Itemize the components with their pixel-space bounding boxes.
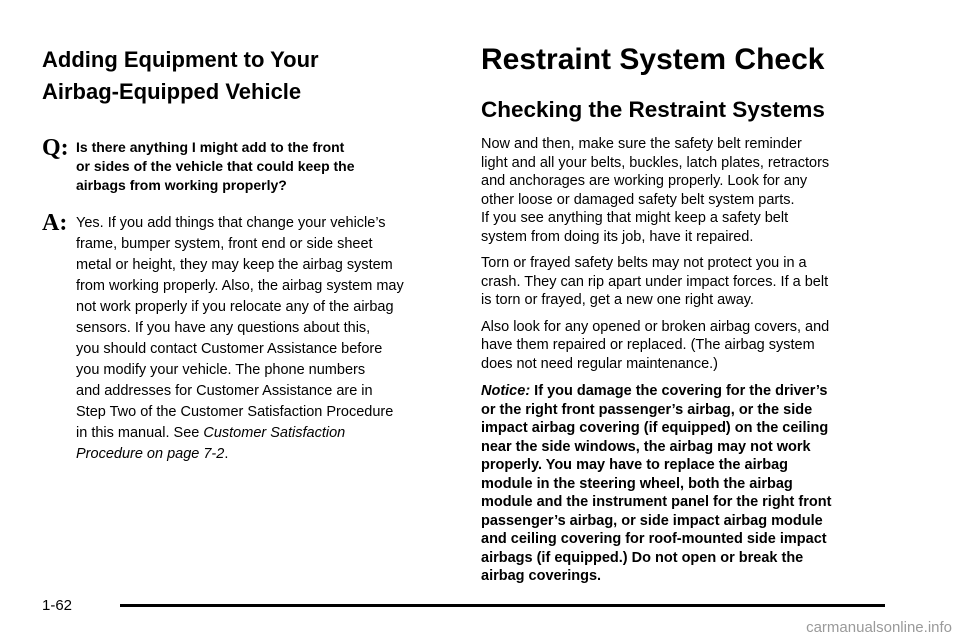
watermark: carmanualsonline.info [806,619,952,636]
question-block [42,135,442,195]
page-number: 1-62 [42,597,73,614]
paragraph-airbag-covers: Also look for any opened or broken airbag covers, and have them repaired or replaced. (The airbag system does not need regular maintenance.) [481,318,830,372]
section-title-restraint-check: Restraint System Check [481,43,825,76]
notice-label: Notice: [481,383,531,399]
answer-block [42,210,442,465]
footer-rule [120,604,885,607]
notice-text: If you damage the covering for the driver’s or the right front passenger’s airbag, or the side impact airbag covering (if equipped) on the ceiling near the side windows, the airbag may not work properly. You may have to replace the airbag module in the steering wheel, both the airbag module and the instrument panel for the right front passenger’s airbag, or side impact airbag module and ceiling covering for roof-mounted side impact airbags (if equipped.) Do not open or break the airbag coverings. [481,383,832,584]
section-heading-adding-equipment: Adding Equipment to Your Airbag-Equipped Vehicle [42,47,319,104]
notice-paragraph [481,382,901,586]
answer-period: . [224,446,229,462]
subsection-title-checking: Checking the Restraint Systems [481,97,825,122]
answer-body: Yes. If you add things that change your vehicle’s frame, bumper system, front end or side sheet metal or height, they may keep the airbag system from working properly. Also, the airbag system may not work properly if you relocate any of the airbag sensors. If you have any questions about this, you should contact Customer Assistance before you modify your vehicle. The phone numbers and addresses for Customer Assistance are in Step Two of the Customer Satisfaction Procedure in this manual. See [76,215,404,441]
answer-page-reference: Customer Satisfaction Procedure on page 7-2 [76,425,346,462]
question-marker: Q: [42,135,69,161]
paragraph-torn-belts: Torn or frayed safety belts may not protect you in a crash. They can rip apart under impact forces. If a belt is torn or frayed, get a new one right away. [481,255,829,308]
left-column [42,44,442,465]
right-column [481,42,901,586]
paragraph-belt-check: Now and then, make sure the safety belt reminder light and all your belts, buckles, latch plates, retractors and anchorages are working properly. Look for any other loose or damaged safety belt system parts. If you see anything that might keep a safety belt system from doing its job, have it repaired. [481,136,830,245]
answer-text [76,213,442,465]
question-text: Is there anything I might add to the front or sides of the vehicle that could keep the airbags from working properly? [76,139,355,193]
answer-marker: A: [42,210,68,236]
